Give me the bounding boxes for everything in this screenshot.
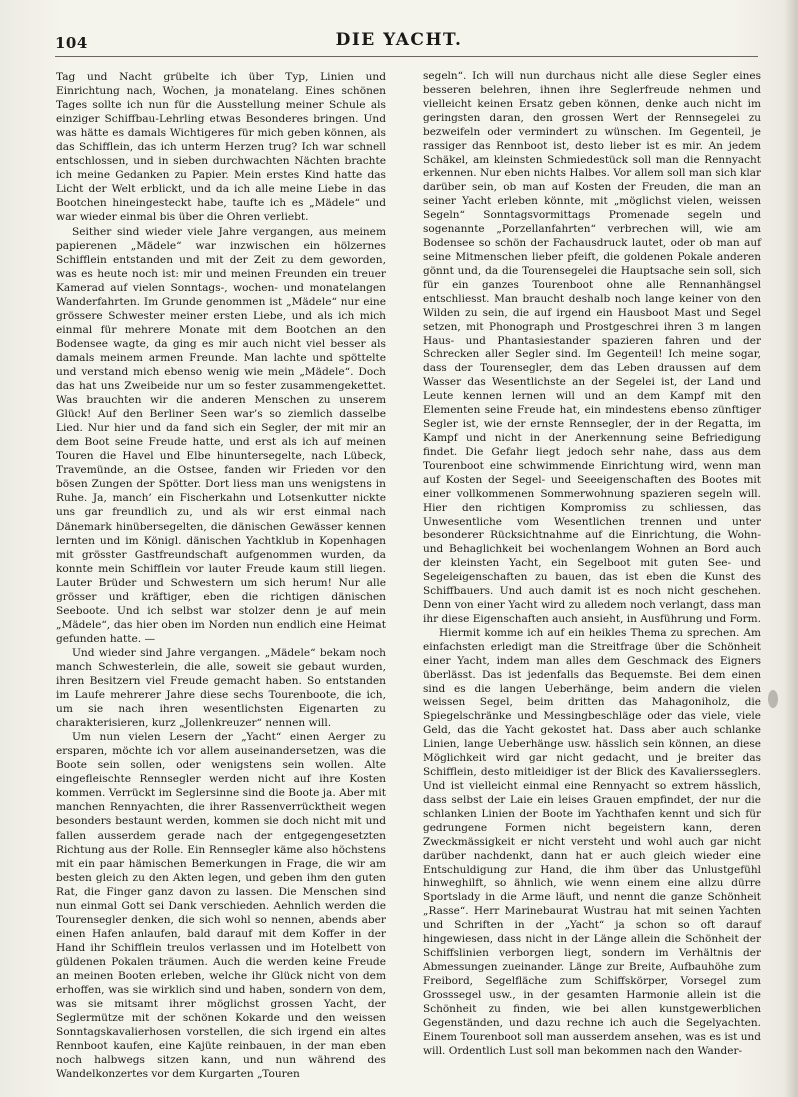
paragraph: Um nun vielen Lesern der „Yacht“ einen Aerger zu ersparen, möchte ich vor allem auseinandersetzen, was die Boote sein sollen, oder wenigstens sein wollen. Alte eingefleischte Rennsegler werden nicht auf ihre Kosten kommen. Verrückt im Seglersinne sind die Boote ja. Aber mit manchen Rennyachten, die ihrer Rassenverrücktheit wegen besonders bestaunt werden, kommen sie doch nicht mit und fallen ausserdem gerade nach der entgegengesetzten Richtung aus der Rolle. Ein Rennsegler käme also höchstens mit ein paar hämischen Bemerkungen in Frage, die wir am besten gleich zu den Akten legen, und geben ihm den guten Rat, die Finger ganz davon zu lassen. Die Menschen sind nun einmal Gott sei Dank verschieden. Aehnlich werden die Tourensegler denken, die sich wohl so nennen, abends aber einen Hafen anlaufen, bald darauf mit dem Koffer in der Hand ihr Schifflein treulos verlassen und im Hotelbett von güldenen Pokalen träumen. Auch die werden keine Freude an meinen Booten erleben, welche ihr Glück nicht von dem erhoffen, was sie wirklich sind und haben, sondern von dem, was sie mitsamt ihrer möglichst grossen Yacht, der Seglermütze mit der schönen Kokarde und den weissen Sonntagskavalierhosen vorstellen, die sich irgend ein altes Rennboot kaufen, eine Kajüte reinbauen, in der man eben noch halbwegs sitzen kann, und nun während des Wandelkonzertes vor dem Kurgarten „Touren [56, 731, 386, 1081]
paragraph: Hiermit komme ich auf ein heikles Thema zu sprechen. Am einfachsten erledigt man die Streitfrage über die Schönheit einer Yacht, indem man alles dem Geschmack des Eigners überlässt. Das ist jedenfalls das Bequemste. Bei dem einen sind es die langen Ueberhänge, beim andern die vielen weissen Segel, beim dritten das Mahagoniholz, die Spiegelschränke und Messingbeschläge oder das viele, viele Geld, das die Yacht gekostet hat. Dass aber auch schlanke Linien, lange Ueberhänge usw. hässlich sein können, an diese Möglichkeit wird gar nicht gedacht, und je breiter das Schifflein, desto mitleidiger ist der Blick des Kavaliersseglers. Und ist vielleicht einmal eine Rennyacht so extrem hässlich, dass selbst der Laie ein leises Grauen empfindet, der nur die schlanken Linien der Boote im Yachthafen kennt und sich für gedrungene Formen nicht begeistern kann, deren Zweckmässigkeit er nicht versteht und wohl auch gar nicht darüber nachdenkt, dann hat er auch gleich wieder eine Entschuldigung zur Hand, die ihm über das Unlustgefühl hinweghilft, so ähnlich, wie wenn einem eine allzu dürre Sportslady in die Arme läuft, und nennt die ganze Schönheit „Rasse“. Herr Marinebaurat Wustrau hat mit seinen Yachten und Schriften in der „Yacht“ ja schon so oft darauf hingewiesen, dass nicht in der Länge allein die Schönheit der Schiffslinien verborgen liegt, sondern im Verhältnis der Abmessungen zueinander. Länge zur Breite, Aufbauhöhe zum Freibord, Segelfläche zum Schiffskörper, Vorsegel zum Grosssegel usw., in der gesamten Harmonie allein ist die Schönheit zu finden, wie bei allen kunstgewerblichen Gegenständen, und dazu rechne ich auch die Segelyachten. Einem Tourenboot soll man ausserdem ansehen, was es ist und will. Ordentlich Lust soll man bekommen nach den Wander- [423, 626, 761, 1057]
left-column [56, 70, 386, 1081]
paragraph: segeln“. Ich will nun durchaus nicht alle diese Segler eines besseren belehren, ihnen ihre Seglerfreude nehmen und vielleicht keinen Ersatz geben können, denke auch nicht im geringsten daran, den grossen Wert der Rennsegelei zu bezweifeln oder vermindert zu wünschen. Im Gegenteil, je rassiger das Rennboot ist, desto lieber ist es mir. An jedem Schäkel, am kleinsten Schmiedestück soll man die Rennyacht erkennen. Nur eben nichts Halbes. Vor allem soll man sich klar darüber sein, ob man auf Kosten der Freuden, die man an seiner Yacht erleben könnte, mit „möglichst vielen, weissen Segeln“ Sonntagsvormittags Promenade segeln und sogenannte „Porzellanfahrten“ verbrechen will, wie am Bodensee so schön der Fachausdruck lautet, oder ob man auf seine Mitmenschen lieber pfeift, die goldenen Pokale anderen gönnt und, da die Tourensegelei die Hauptsache sein soll, sich für ein ganzes Tourenboot ohne alle Rennanhängsel entschliesst. Man braucht deshalb noch lange keiner von den Wilden zu sein, die auf irgend ein Hausboot Mast und Segel setzen, mit Phonograph und Prostgeschrei ihren 3 m langen Haus- und Phantasiestander spazieren fahren und der Schrecken aller Segler sind. Im Gegenteil! Ich meine sogar, dass der Tourensegler, dem das Leben draussen auf dem Wasser das Wesentlichste an der Segelei ist, der Land und Leute kennen lernen will und an dem Kampf mit den Elementen seine Freude hat, ein mindestens ebenso zünftiger Segler ist, wie der ernste Rennsegler, der in der Regatta, im Kampf und nicht in der Anerkennung seine Befriedigung findet. Die Gefahr liegt jedoch sehr nahe, dass aus dem Tourenboot eine schwimmende Einrichtung wird, wenn man auf Kosten der Segel- und Seeeigenschaften des Bootes mit einer vollkommenen Sommerwohnung spazieren segeln will. Hier den richtigen Kompromiss zu schliessen, das Unwesentliche vom Wesentlichen trennen und unter besonderer Rücksichtnahme auf die Einrichtung, die Wohn- und Behaglichkeit bei wochenlangem Wohnen an Bord auch der kleinsten Yacht, ein Segelboot mit guten See- und Segeleigenschaften zu bauen, das ist eben die Kunst des Schiffbauers. Und auch damit ist es noch nicht geschehen. Denn von einer Yacht wird zu alledem noch verlangt, dass man ihr diese Eigenschaften auch ansieht, in Ausführung und Form. [423, 70, 761, 625]
paragraph: Tag und Nacht grübelte ich über Typ, Linien und Einrichtung nach, Wochen, ja monatelang. Eines schönen Tages sollte ich nun für die Ausstellung meiner Schule als einziger Schiffbau-Lehrling etwas Besonderes bringen. Und was hätte es damals Wichtigeres für mich geben können, als das Schifflein, das ich unterm Herzen trug? Ich war schnell entschlossen, und in sieben durchwachten Nächten brachte ich meine Gedanken zu Papier. Mein erstes Kind hatte das Licht der Welt erblickt, und da ich alle meine Liebe in das Bootchen hineingesteckt habe, taufte ich es „Mädele“ und war wieder einmal bis über die Ohren verliebt. [56, 71, 386, 224]
right-column [423, 70, 761, 1058]
ink-blot [768, 690, 778, 708]
page-edge-shadow [784, 0, 798, 1097]
paragraph: Seither sind wieder viele Jahre vergangen, aus meinem papierenen „Mädele“ war inzwischen ein hölzernes Schifflein entstanden und mit der Zeit zu dem geworden, was es heute noch ist: mir und meinen Freunden ein treuer Kamerad auf vielen Sonntags-, wochen- und monatelangen Wanderfahrten. Im Grunde genommen ist „Mädele“ nur eine grössere Schwester meiner ersten Liebe, und als ich mich einmal für mehrere Monate mit dem Bootchen an den Bodensee wagte, da ging es mir auch nicht viel besser als damals meinem armen Freunde. Man lachte und spöttelte und verstand mich ebenso wenig wie mein „Mädele“. Doch das hat uns Zweibeide nur um so fester zusammengekettet. Was brauchten wir die anderen Menschen zu unserem Glück! Auf den Berliner Seen war’s so ziemlich dasselbe Lied. Nur hier und da fand sich ein Segler, der mit mir an dem Boot seine Freude hatte, und erst als ich auf meinen Touren die Havel und Elbe hinuntersegelte, nach Lübeck, Travemünde, an die Ostsee, fanden wir Frieden vor den bösen Zungen der Spötter. Dort liess man uns wenigstens in Ruhe. Ja, manch’ ein Fischerkahn und Lotsenkutter nickte uns gar freundlich zu, und als wir erst einmal nach Dänemark hinübersegelten, die dänischen Gewässer kennen lernten und im Königl. dänischen Yachtklub in Kopenhagen mit grösster Gastfreundschaft aufgenommen wurden, da konnte mein Schifflein vor lauter Freude kaum still liegen. Lauter Brüder und Schwestern um sich herum! Nur alle grösser und kräftiger, eben die richtigen dänischen Seeboote. Und ich selbst war stolzer denn je auf mein „Mädele“, das hier oben im Norden nun endlich eine Heimat gefunden hatte. — [56, 225, 386, 645]
page-number: 104 [55, 34, 88, 52]
paragraph: Und wieder sind Jahre vergangen. „Mädele“ bekam noch manch Schwesterlein, die alle, soweit sie gebaut wurden, ihren Besitzern viel Freude gemacht haben. So entstanden im Laufe mehrerer Jahre diese sechs Tourenboote, die ich, um sie nach ihren wesentlichsten Eigenarten zu charakterisieren, kurz „Jollenkreuzer“ nennen will. [56, 646, 386, 730]
header-rule [55, 56, 758, 57]
running-title: DIE YACHT. [335, 30, 463, 50]
